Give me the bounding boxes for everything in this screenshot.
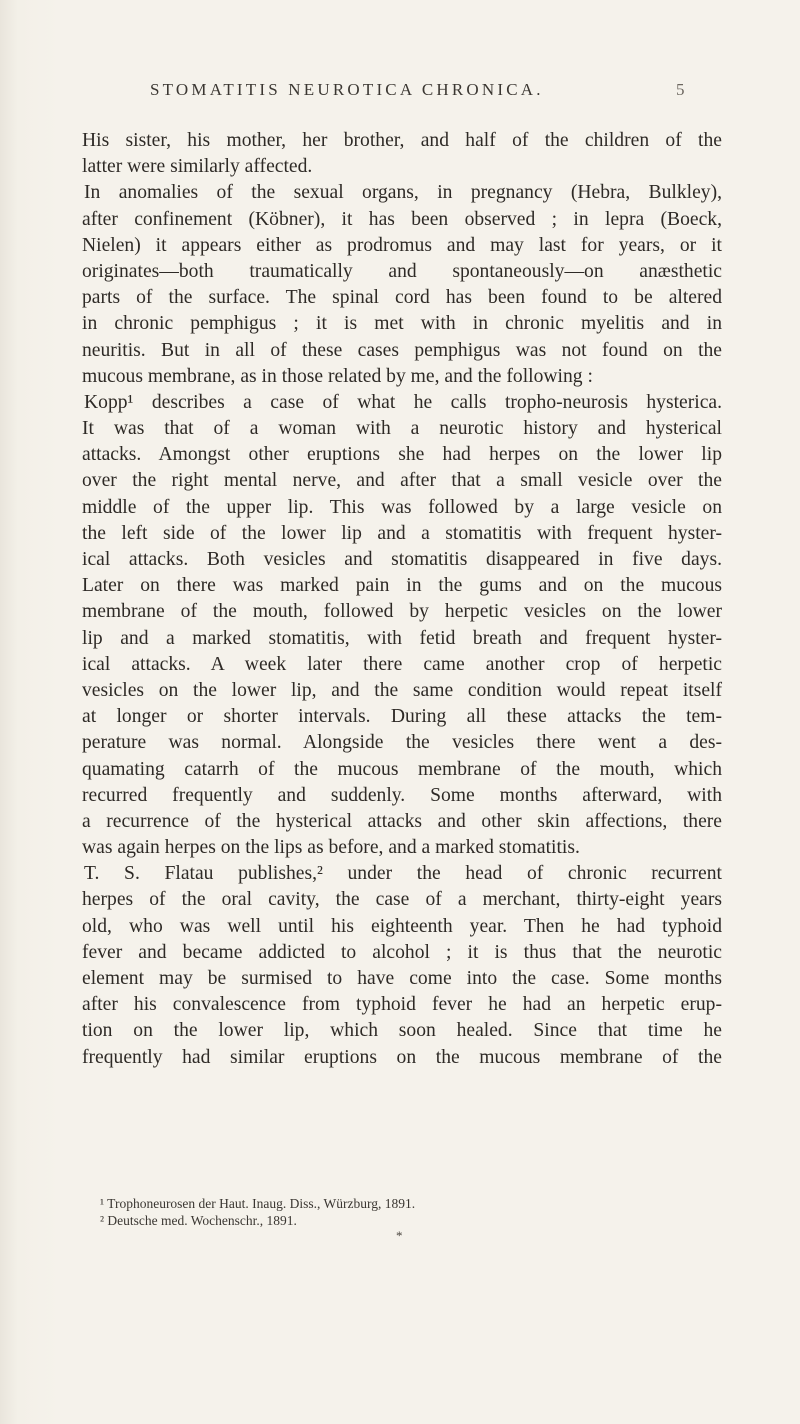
running-title: STOMATITIS NEUROTICA CHRONICA. — [150, 80, 544, 99]
text-line: a recurrence of the hysterical attacks and other skin affections, there — [82, 810, 722, 832]
text-line: old, who was well until his eighteenth year. Then he had typhoid — [82, 915, 722, 937]
text-line: in chronic pemphigus ; it is met with in chronic myelitis and in — [82, 313, 722, 335]
text-line: vesicles on the lower lip, and the same condition would repeat itself — [82, 679, 722, 701]
footnote: ¹ Trophoneurosen der Haut. Inaug. Diss., Würzburg, 1891. — [100, 1196, 416, 1211]
text-line: the left side of the lower lip and a stomatitis with frequent hyster- — [82, 522, 722, 544]
text-line: lip and a marked stomatitis, with fetid breath and frequent hyster- — [82, 627, 722, 649]
text-line: Later on there was marked pain in the gums and on the mucous — [82, 575, 722, 597]
text-line: It was that of a woman with a neurotic history and hysterical — [82, 418, 722, 440]
text-line: over the right mental nerve, and after that a small vesicle over the — [82, 470, 722, 492]
text-line: membrane of the mouth, followed by herpetic vesicles on the lower — [82, 601, 722, 623]
body-text — [82, 128, 722, 1071]
signature-mark: * — [396, 1228, 403, 1243]
text-line: His sister, his mother, her brother, and half of the children of the — [82, 130, 722, 151]
text-line: parts of the surface. The spinal cord has been found to be altered — [82, 287, 722, 309]
text-line: Kopp¹ describes a case of what he calls tropho-neurosis hysterica. — [84, 391, 722, 413]
text-line: attacks. Amongst other eruptions she had herpes on the lower lip — [82, 444, 722, 466]
text-line: ical attacks. Both vesicles and stomatitis disappeared in five days. — [82, 549, 722, 570]
text-line: perature was normal. Alongside the vesicles there went a des- — [82, 732, 722, 754]
text-line: fever and became addicted to alcohol ; it is thus that the neurotic — [82, 941, 722, 963]
text-line: tion on the lower lip, which soon healed. Since that time he — [82, 1020, 722, 1042]
text-line: neuritis. But in all of these cases pemphigus was not found on the — [82, 339, 722, 361]
page-number: 5 — [676, 80, 685, 99]
text-line: T. S. Flatau publishes,² under the head of chronic recurrent — [84, 863, 722, 885]
text-line: at longer or shorter intervals. During all these attacks the tem- — [82, 706, 722, 728]
text-line: Nielen) it appears either as prodromus and may last for years, or it — [82, 234, 722, 256]
text-line: frequently had similar eruptions on the mucous membrane of the — [82, 1046, 722, 1068]
footnotes — [100, 1195, 700, 1229]
text-line: recurred frequently and suddenly. Some months afterward, with — [82, 784, 722, 806]
text-line: In anomalies of the sexual organs, in pregnancy (Hebra, Bulkley), — [84, 182, 722, 204]
page-header — [0, 80, 800, 110]
text-line: latter were similarly affected. — [82, 156, 313, 178]
text-line: quamating catarrh of the mucous membrane of the mouth, which — [82, 758, 722, 780]
text-line: mucous membrane, as in those related by me, and the following : — [82, 365, 593, 387]
text-line: after his convalescence from typhoid fever he had an herpetic erup- — [82, 994, 722, 1016]
text-line: after confinement (Köbner), it has been observed ; in lepra (Boeck, — [82, 208, 722, 230]
footnote: ² Deutsche med. Wochenschr., 1891. — [100, 1213, 297, 1228]
text-line: was again herpes on the lips as before, and a marked stomatitis. — [82, 837, 580, 859]
text-line: element may be surmised to have come into the case. Some months — [82, 968, 722, 989]
text-line: ical attacks. A week later there came another crop of herpetic — [82, 653, 722, 675]
text-line: middle of the upper lip. This was followed by a large vesicle on — [82, 496, 722, 518]
text-line: originates—both traumatically and spontaneously—on anæsthetic — [82, 260, 722, 282]
text-line: herpes of the oral cavity, the case of a merchant, thirty-eight years — [82, 889, 722, 911]
